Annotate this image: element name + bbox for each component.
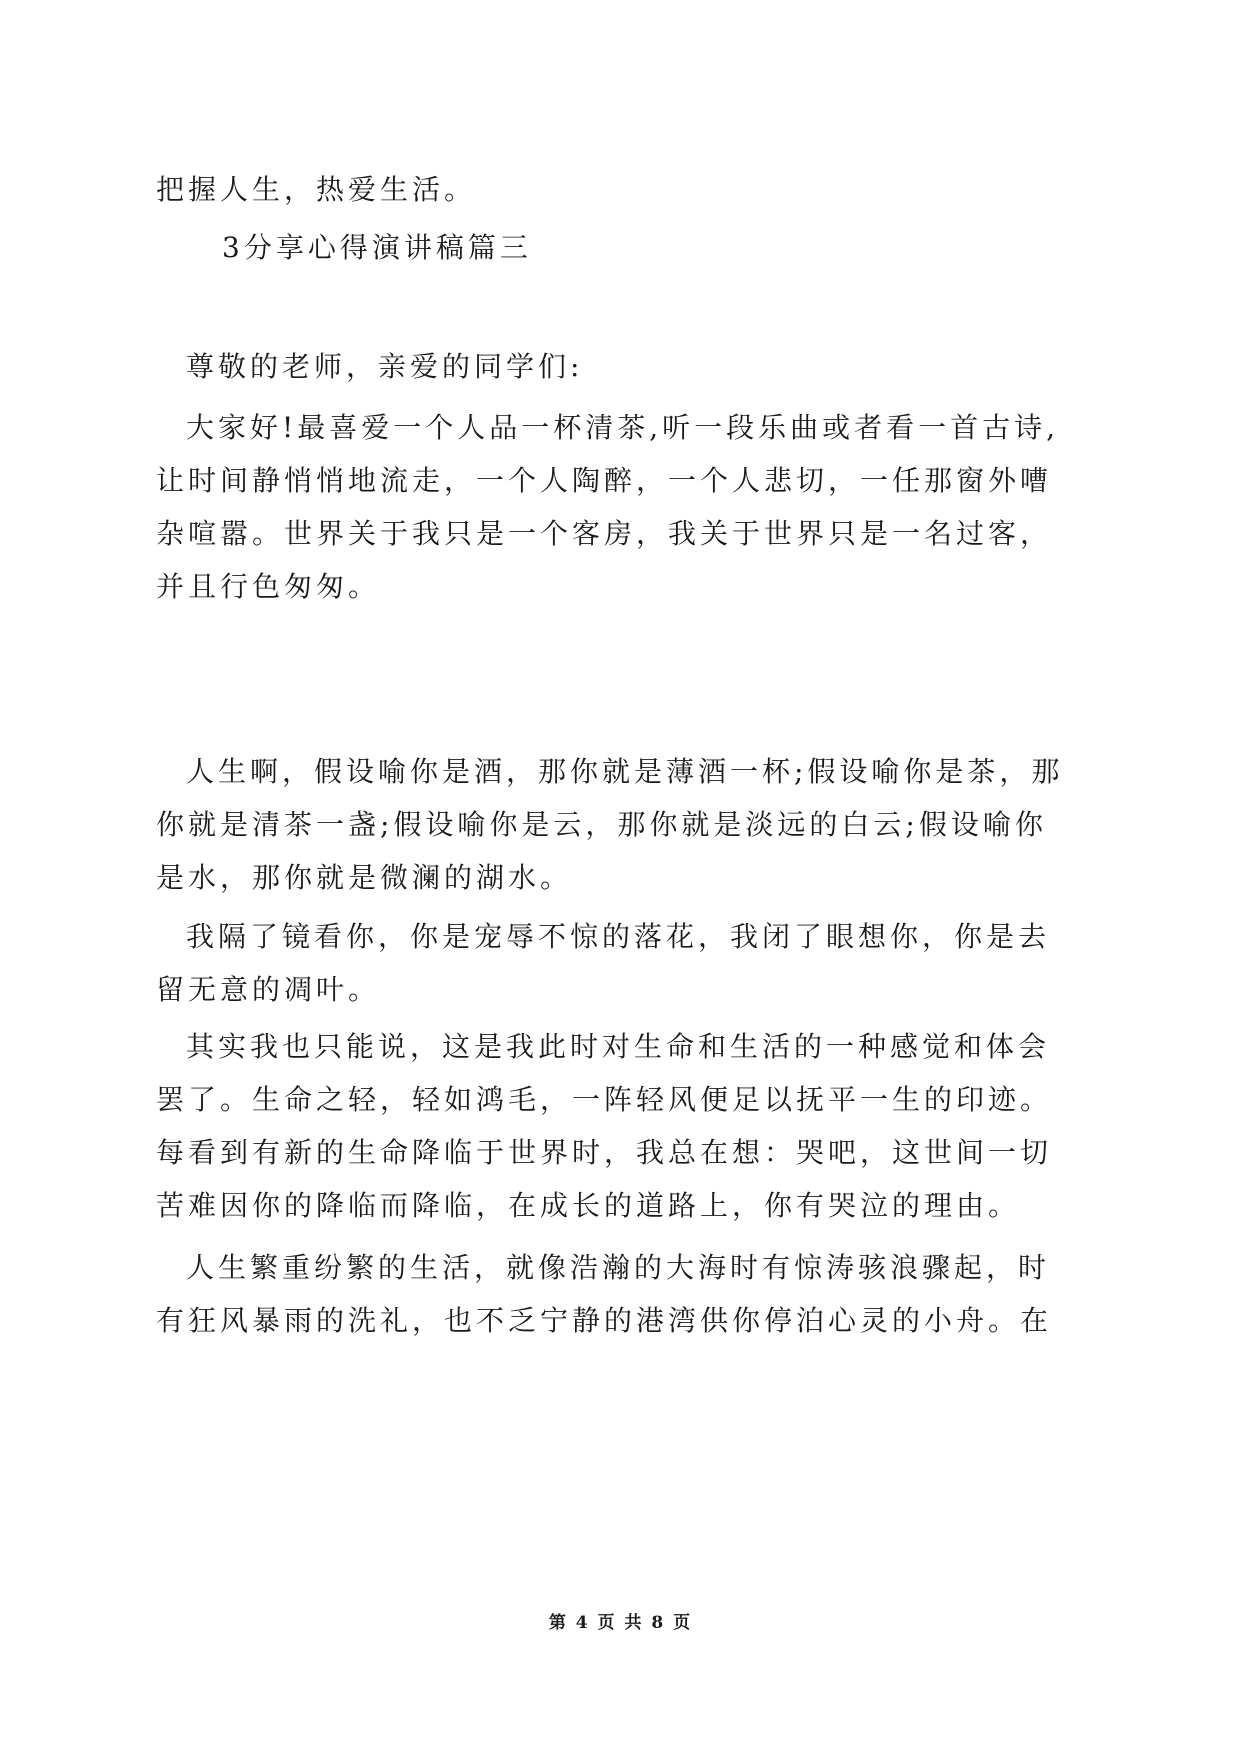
text-line: 让时间静悄悄地流走，一个人陶醉，一个人悲切，一任那窗外嘈 (156, 464, 1053, 497)
text-line: 把握人生，热爱生活。 (156, 173, 477, 206)
text-line: 每看到有新的生命降临于世界时，我总在想：哭吧，这世间一切 (156, 1136, 1053, 1169)
text-line: 人生繁重纷繁的生活，就像浩瀚的大海时有惊涛骇浪骤起，时 (186, 1251, 1051, 1284)
text-line: 罢了。生命之轻，轻如鸿毛，一阵轻风便足以抚平一生的印迹。 (156, 1083, 1053, 1116)
paragraph-1 (156, 401, 1096, 613)
text-line: 杂喧嚣。世界关于我只是一个客房，我关于世界只是一名过客， (156, 517, 1053, 550)
paragraph-5 (156, 1241, 1096, 1347)
text-line: 我隔了镜看你，你是宠辱不惊的落花，我闭了眼想你，你是去 (186, 920, 1051, 953)
text-line: 尊敬的老师，亲爱的同学们: (186, 350, 584, 383)
text-line: 人生啊，假设喻你是酒，那你就是薄酒一杯;假设喻你是茶，那 (186, 755, 1064, 788)
paragraph-closing-line (156, 163, 1096, 216)
text-line: 大家好!最喜爱一个人品一杯清茶,听一段乐曲或者看一首古诗, (186, 411, 1060, 444)
text-line: 苦难因你的降临而降临，在成长的道路上，你有哭泣的理由。 (156, 1189, 1021, 1222)
text-line: 其实我也只能说，这是我此时对生命和生活的一种感觉和体会 (186, 1030, 1051, 1063)
text-line: 你就是清茶一盏;假设喻你是云，那你就是淡远的白云;假设喻你 (156, 808, 1047, 841)
text-line: 是水，那你就是微澜的湖水。 (156, 861, 573, 894)
paragraph-3 (156, 910, 1096, 1016)
paragraph-2 (156, 745, 1096, 904)
section-heading: 3分享心得演讲稿篇三 (222, 231, 532, 264)
greeting-line (186, 340, 1126, 393)
text-line: 留无意的凋叶。 (156, 973, 381, 1006)
page-number: 第 4 页 共 8 页 (548, 1613, 693, 1633)
text-line: 有狂风暴雨的洗礼，也不乏宁静的港湾供你停泊心灵的小舟。在 (156, 1304, 1053, 1337)
text-line: 并且行色匆匆。 (156, 570, 381, 603)
paragraph-4 (156, 1020, 1096, 1232)
